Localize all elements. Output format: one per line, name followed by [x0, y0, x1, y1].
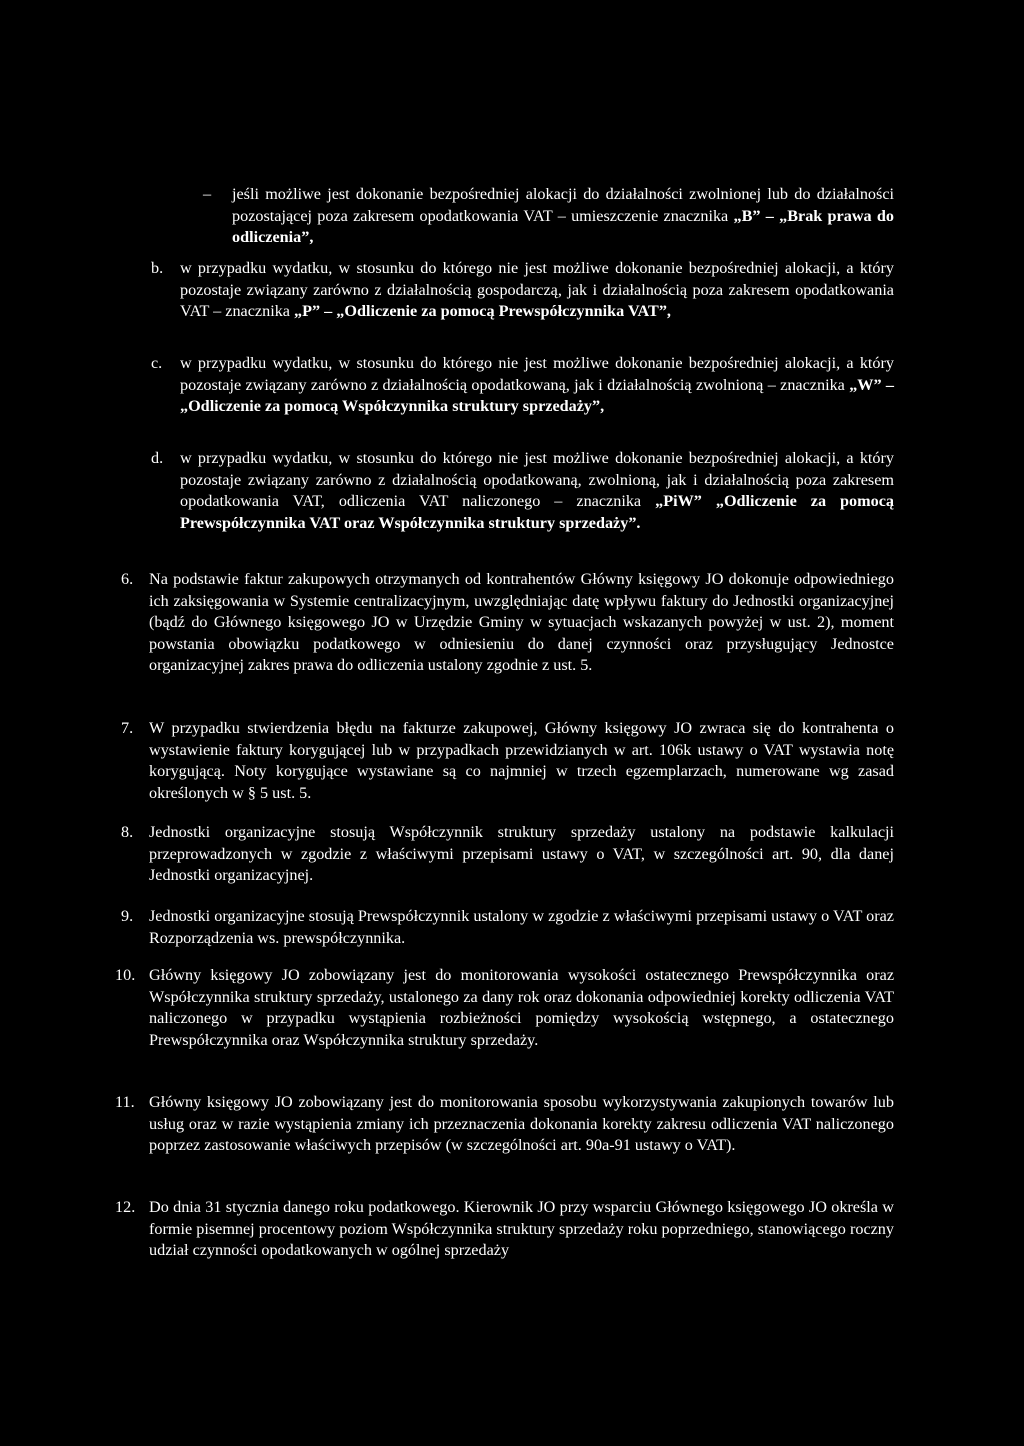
numbered-item-text: W przypadku stwierdzenia błędu na fakturze zakupowej, Główny księgowy JO zwraca się do kontrahenta o wystawienie faktury korygującej lub w przypadkach przewidzianych w art. 106k ustawy o VAT wystawia notę korygującą. Noty korygujące wystawiane są co najmniej w trzech egzemplarzach, numerowane wg zasad określonych w § 5 ust. 5.: [149, 719, 894, 802]
numbered-item-text: Jednostki organizacyjne stosują Współczynnik struktury sprzedaży ustalony na podstawie kalkulacji przeprowadzonych w zgodzie z właściwymi przepisami ustawy o VAT, w szczególności art. 90, dla danej Jednostki organizacyjnej.: [149, 823, 894, 885]
numbered-item-text: Główny księgowy JO zobowiązany jest do monitorowania wysokości ostatecznego Prewspółczynnika oraz Współczynnika struktury sprzedaży, ustalonego za dany rok oraz dokonania odpowiedniej korekty odliczenia VAT naliczonego w przypadku wystąpienia rozbieżności pomiędzy wysokością wstępnego, a ostatecznego Prewspółczynnika oraz Współczynnika struktury sprzedaży.: [149, 966, 894, 1049]
sub-item-bold: „PiW” „Odliczenie za pomocą Prewspółczynnika VAT oraz Współczynnika struktury sprzedaży”.: [180, 492, 894, 532]
sub-item-marker-c: c.: [151, 354, 163, 372]
item-number-10: 10.: [115, 966, 136, 984]
numbered-item-10: [149, 965, 894, 1051]
sub-item-text: w przypadku wydatku, w stosunku do którego nie jest możliwe dokonanie bezpośredniej alokacji, a który pozostaje związany zarówno z działalnością opodatkowaną, zwolnioną, jak i działalnością poza zakresem opodatkowania VAT, odliczenia VAT naliczonego – znacznika: [180, 449, 894, 511]
numbered-item-text: Jednostki organizacyjne stosują Prewspółczynnik ustalony w zgodzie z właściwymi przepisami ustawy o VAT oraz Rozporządzenia ws. prewspółczynnika.: [149, 907, 894, 947]
sub-item-bold: „P” – „Odliczenie za pomocą Prewspółczynnika VAT”,: [294, 302, 671, 321]
sub-item-b: [180, 258, 894, 323]
numbered-item-11: [149, 1092, 894, 1157]
sub-item-marker-d: d.: [151, 449, 164, 467]
dash-item-bold: „B” – „Brak prawa do odliczenia”,: [232, 206, 894, 247]
numbered-item-12: [149, 1197, 894, 1262]
item-number-6: 6.: [121, 570, 134, 588]
item-number-9: 9.: [121, 907, 134, 925]
numbered-item-text: Do dnia 31 stycznia danego roku podatkowego. Kierownik JO przy wsparciu Głównego księgowego JO określa w formie pisemnej procentowy poziom Współczynnika struktury sprzedaży roku poprzedniego, stanowiącego roczny udział czynności opodatkowanych w ogólnej sprzedaży: [149, 1198, 894, 1260]
dash-item-text: jeśli możliwe jest dokonanie bezpośredniej alokacji do działalności zwolnionej lub do działalności pozostającej poza zakresem opodatkowania VAT – umieszczenie znacznika: [232, 185, 894, 225]
sub-item-marker-b: b.: [151, 259, 164, 277]
item-number-12: 12.: [115, 1198, 136, 1216]
item-number-8: 8.: [121, 823, 134, 841]
sub-item-bold: „W” – „Odliczenie za pomocą Współczynnika struktury sprzedaży”,: [180, 375, 895, 416]
numbered-item-8: [149, 822, 894, 887]
sub-item-text: w przypadku wydatku, w stosunku do którego nie jest możliwe dokonanie bezpośredniej alokacji, a który pozostaje związany zarówno z działalnością opodatkowaną, jak i działalnością zwolnioną – znacznika: [180, 354, 894, 394]
sub-item-d: [180, 448, 894, 534]
numbered-item-text: Na podstawie faktur zakupowych otrzymanych od kontrahentów Główny księgowy JO dokonuje odpowiedniego ich zaksięgowania w Systemie centralizacyjnym, uwzględniając datę wpływu faktury do Jednostki organizacyjnej (bądź do Głównego księgowego JO w Urzędzie Gminy w sytuacjach wskazanych powyżej w ust. 2), moment powstania obowiązku podatkowego w odniesieniu do danej czynności oraz przysługujący Jednostce organizacyjnej zakres prawa do odliczenia ustalony zgodnie z ust. 5.: [149, 570, 894, 675]
numbered-item-6: [149, 569, 894, 677]
dash-item: [232, 184, 894, 249]
sub-item-text: w przypadku wydatku, w stosunku do którego nie jest możliwe dokonanie bezpośredniej alokacji, a który pozostaje związany zarówno z działalnością gospodarczą, jak i działalnością poza zakresem opodatkowania VAT – znacznika: [180, 259, 894, 321]
numbered-item-9: [149, 906, 894, 949]
dash-marker: –: [203, 185, 212, 203]
sub-item-c: [180, 353, 894, 418]
numbered-item-text: Główny księgowy JO zobowiązany jest do monitorowania sposobu wykorzystywania zakupionych towarów lub usług oraz w razie wystąpienia zmiany ich przeznaczenia dokonania korekty zakresu odliczenia VAT naliczonego poprzez zastosowanie właściwych przepisów (w szczególności art. 90a-91 ustawy o VAT).: [149, 1093, 894, 1155]
item-number-7: 7.: [121, 719, 134, 737]
item-number-11: 11.: [115, 1093, 135, 1111]
numbered-item-7: [149, 718, 894, 804]
